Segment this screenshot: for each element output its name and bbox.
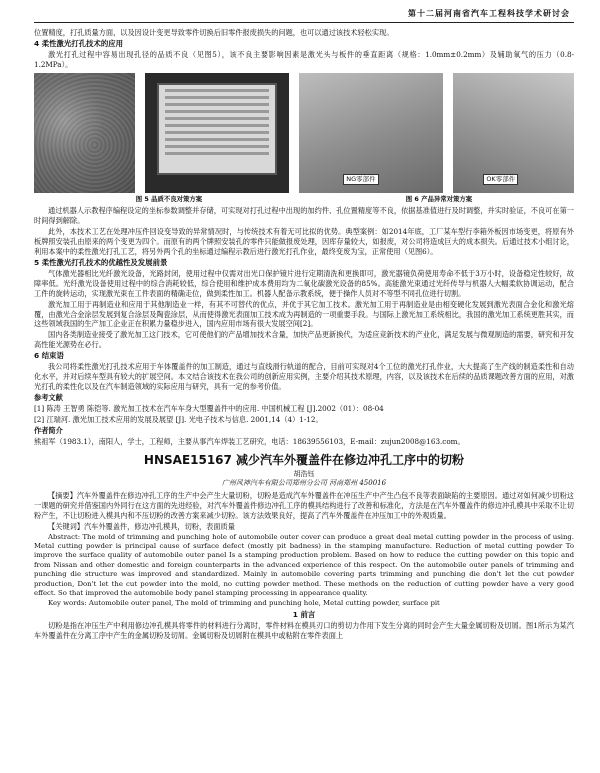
section-heading: 5 柔性激光打孔技术的优越性及发展前景 (34, 257, 168, 267)
article-author: 胡浩钰 (293, 469, 315, 478)
section-heading: 6 结束语 (34, 351, 64, 361)
abstract-cn: 【摘要】汽车外覆盖件在修边冲孔工序的生产中会产生大量切粉，切粉是造成汽车外覆盖件在冲压生产中产生凸包不良等表面缺陷的主要原因。通过对如何减少切粉这一课题的研究并借鉴国内外同行在这方面的先进经验，对汽车外覆盖件修边冲孔工序的模具结构进行了改善和标准化，方法是在汽车外覆盖件的修边冲孔模具中采取不让切粉产生，不让切粉进入模具内和不压切粉的改善方案来减少切粉。该方法效果良好，提高了汽车外覆盖件在冲压加工中的外观质量。 (34, 490, 574, 520)
teach-pendant-screen (157, 83, 277, 175)
paragraph: 激光加工用于再制造业和应用于其他制造业一样，有其不可替代的优点，并优于其它加工技术。激光加工用于再制造业是由相变硬化发展到激光表面合金化和激光熔覆，由激光合金涂层发展到复合涂层及陶瓷涂层，从而使得激光表面加工技术成为再制造的一项重要手段。与国际上激光加工系统相比，我国的激光加工系统更胜其实，而这些领域我国的生产加工企业正在积累力量稳步进入，国内应用市场有很大发展空间[2]。 (34, 299, 574, 329)
english-abstract (34, 533, 574, 609)
figure-6-caption: 图 6 产品异常对策方案 (405, 195, 473, 204)
section-heading: 1 前言 (292, 609, 316, 619)
reference-item: [2] 江瑞河. 激光加工技术应用的发展及展望 [J]. 光电子技术与信息. 2001,14（4）1-12。 (34, 415, 323, 425)
running-header: 第十二届河南省汽车工程科技学术研讨会 (408, 9, 570, 18)
figure-captions (34, 195, 574, 204)
figure-5-screen-photo (145, 73, 289, 193)
section-heading: 4 柔性激光打孔技术的应用 (34, 38, 124, 48)
keywords-cn: 【关键词】汽车外覆盖件，修边冲孔模具，切粉，表面质量 (48, 521, 235, 531)
figure-6-ng-part-photo (299, 73, 443, 193)
figure-5-photo (34, 73, 135, 193)
paragraph: 位置精度，打孔质量方面，以及因设计变更导致零件切换后旧零件报废损失的问题，也可以通过该技术轻松实现。 (34, 28, 394, 37)
abstract-en: Abstract: The mold of trimming and punching hole of automobile outer cover can produce a great deal metal cutting powder in the process of using. Metal cutting powder is principal cause of surface defect (mostly pit badness) in the stamping manufacture. Reduction of metal cutting powder To improve the surface quality of automobile outer panel Is a stamping production problem. Based on how to reduce the cutting powder on this topic and from Nissan and other domestic and foreign counterparts in the advanced experience of this respect. On the automobile outer panels of trimming and punching die structure was improved and standardized. Mainly in automobile covering parts trimming and punching die don't let the cut powder production, Don't let the cut powder into the mold, no cutting powder method. These methods on the reduction of cutting powder have a very good effect. So that improved the automobile body panel stamping processing in appearance quality. (34, 532, 574, 597)
keywords-en: Key words: Automobile outer panel, The mold of trimming and punching hole, Metal cutting powder, surface pit (48, 599, 440, 608)
references-heading: 参考文献 (34, 393, 63, 403)
figure-row (34, 73, 574, 193)
references (34, 393, 574, 447)
paragraph: 激光打孔过程中容易出现孔径的品质不良（见图5），该不良主要影响因素是激光头与板件的垂直距离（规格：1.0mm±0.2mm）及辅助氧气的压力（0.8-1.2MPa）。 (34, 50, 574, 70)
author-bio: 熊祖军（1983.1），南阳人，学士，工程师，主要从事汽车焊装工艺研究，电话：18639556103，E-mail：zujun2008@163.com。 (34, 437, 465, 447)
paragraph: 国内各类制造业接受了激光加工这门技术，它可使他们的产品增加技术含量，加快产品更新换代，为适应竞新技术的产业化，满足发展与微观制造的需要，研究和开发高性能光源势在必行。 (34, 330, 574, 350)
header-rule (34, 22, 574, 23)
reference-item: [1] 陈涛 王智勇 陈铠等. 激光加工技术在汽车车身大型覆盖件中的应用. 中国机械工程 [J].2002（01）：08-04 (34, 404, 384, 414)
ok-part-label: OK零部件 (483, 174, 518, 185)
paragraph: 此外，本技术工艺在处理冲压件回设变导致的异常情况时，与传统技术有着无可比拟的优势。典型案例：如2014年底，工厂某车型行李箱外板因市场变更，将原有外板牌照安装孔由原来的两个变更为四个。而原有的两个牌照安装孔的零件只能做报废处理，因库存量较大，如报废，对公司将造成巨大的成本损失。后通过技术小组讨论，利用本案中的柔性激光打孔工艺，将另外两个孔的坐标通过编程示教后进行激光打孔作业，最终变废为宝，正常使用（见图6）。 (34, 226, 574, 256)
paragraph: 切粉是指在冲压生产中利用修边冲孔模具将零件的材料进行分离时，零件材料在模具刃口的剪切力作用下发生分离的同时会产生大量金属切粉及切屑。图1所示为某汽车外覆盖件在分离工序中产生的金属切粉及切屑。金属切粉及切屑附在模具中或粘附在零件表面上 (34, 620, 574, 640)
paragraph: 我公司将柔性激光打孔技术应用于车体覆盖件的加工制造，通过与直线滑行轨道的配合，目前可实现对4个工位的激光打孔作业，大大提高了生产线的制造柔性和自动化水平，并对后续车型具有较大的扩展空间。本文结合该技术在我公司的创新应用实例，主要介绍其技术原理，内容，以及该技术在后续的品质课题改善方面的应用，对激光打孔的柔性化以及在汽车制造领域的实际应用与研究，具有一定的参考价值。 (34, 362, 574, 392)
content-flow (34, 28, 574, 642)
figure-6-ok-part-photo (453, 73, 574, 193)
figure-5-caption: 图 5 品质不良对策方案 (135, 195, 203, 204)
ng-part-label: NG零部件 (343, 174, 378, 185)
paragraph: 气体激光器相比光纤激光设备，光路封闭，使用过程中仅需对出光口保护镜片进行定期清洗和更换即可，激光器镜负荷使用寿命不低于3万小时，设备稳定性较好，故障率低。光纤激光设备使用过程中的综合消耗较低，综合使用和维护成本费用均为二氧化碳激光设备的85%。高能激光束通过光纤传导与机器人大幅柔软协调运动，配合工件的旋转运动，实现激光束在工件表面的精确走位，做到柔性加工。机器人配备示教系统，便于操作人员对不等型不同孔位进行切割。 (34, 268, 574, 298)
author-bio-heading: 作者简介 (34, 426, 63, 436)
article-title: HNSAE15167 减少汽车外覆盖件在修边冲孔工序中的切粉 (143, 452, 465, 467)
article-affiliation: 广州风神汽车有限公司郑州分公司 河南郑州 450016 (221, 479, 387, 488)
paragraph: 通过机器人示教程序编程设定的坐标参数调整并存储，可实现对打孔过程中出现的加约件、孔位置精度等不良，依据基准值进行及时调整，并实时验证，不良可在第一时间得到解除。 (34, 205, 574, 225)
